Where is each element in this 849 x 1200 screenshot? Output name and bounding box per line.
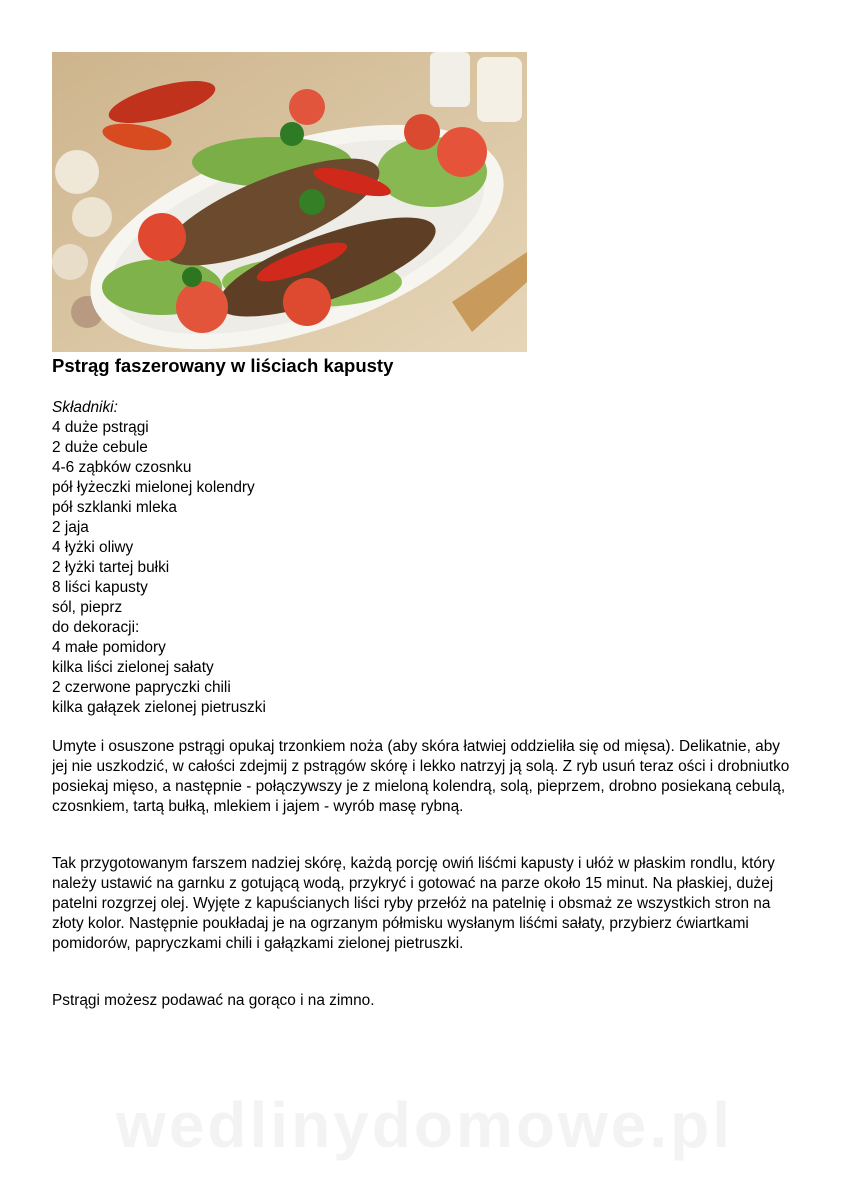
ingredient-item: 2 czerwone papryczki chili xyxy=(52,679,231,696)
ingredient-item: 2 duże cebule xyxy=(52,439,148,456)
recipe-title: Pstrąg faszerowany w liściach kapusty xyxy=(52,355,394,376)
site-watermark: wedlinydomowe.pl xyxy=(116,1089,733,1161)
ingredient-item: kilka gałązek zielonej pietruszki xyxy=(52,699,266,716)
ingredient-item: sól, pieprz xyxy=(52,599,123,616)
ingredient-item: 2 łyżki tartej bułki xyxy=(52,559,170,576)
ingredient-item: do dekoracji: xyxy=(52,619,140,636)
ingredient-item: pół szklanki mleka xyxy=(52,499,177,516)
ingredient-item: 4-6 ząbków czosnku xyxy=(52,459,192,476)
instruction-paragraph: Umyte i osuszone pstrągi opukaj trzonkiem noża (aby skóra łatwiej oddzieliła się od mięsa). Delikatnie, aby jej nie uszkodzić, w całości zdejmij z pstrągów skórę i lekko natrzyj ją solą. Z ryb usuń teraz ości i drobniutko posiekaj mięso, a następnie - połączywszy je z mieloną kolendrą, solą, pieprzem, drobno posiekaną cebulą, czosnkiem, tartą bułką, mlekiem i jajem - wyrób masę rybną. xyxy=(52,738,790,815)
ingredients-heading: Składniki: xyxy=(52,399,118,416)
trout-dish-photo xyxy=(52,52,527,352)
ingredient-item: kilka liści zielonej sałaty xyxy=(52,659,214,676)
ingredient-item: pół łyżeczki mielonej kolendry xyxy=(52,479,255,496)
ingredient-item: 4 łyżki oliwy xyxy=(52,539,134,556)
ingredient-item: 4 duże pstrągi xyxy=(52,419,149,436)
instruction-paragraph: Tak przygotowanym farszem nadziej skórę, każdą porcję owiń liśćmi kapusty i ułóż w płaskim rondlu, który należy ustawić na garnku z gotującą wodą, przykryć i gotować na parze około 15 minut. Na płaskiej, dużej patelni rozgrzej olej. Wyjęte z kapuścianych liści ryby przełóż na patelnię i obsmaż ze wszystkich stron na złoty kolor. Następnie poukładaj je na ogrzanym półmisku wysłanym liśćmi sałaty, przybierz ćwiartkami pomidorów, papryczkami chili i gałązkami zielonej pietruszki. xyxy=(52,855,775,952)
ingredient-item: 8 liści kapusty xyxy=(52,579,148,596)
ingredient-item: 2 jaja xyxy=(52,519,89,536)
ingredient-item: 4 małe pomidory xyxy=(52,639,166,656)
ingredients-list xyxy=(52,398,266,718)
instruction-paragraph: Pstrągi możesz podawać na gorąco i na zimno. xyxy=(52,992,375,1009)
